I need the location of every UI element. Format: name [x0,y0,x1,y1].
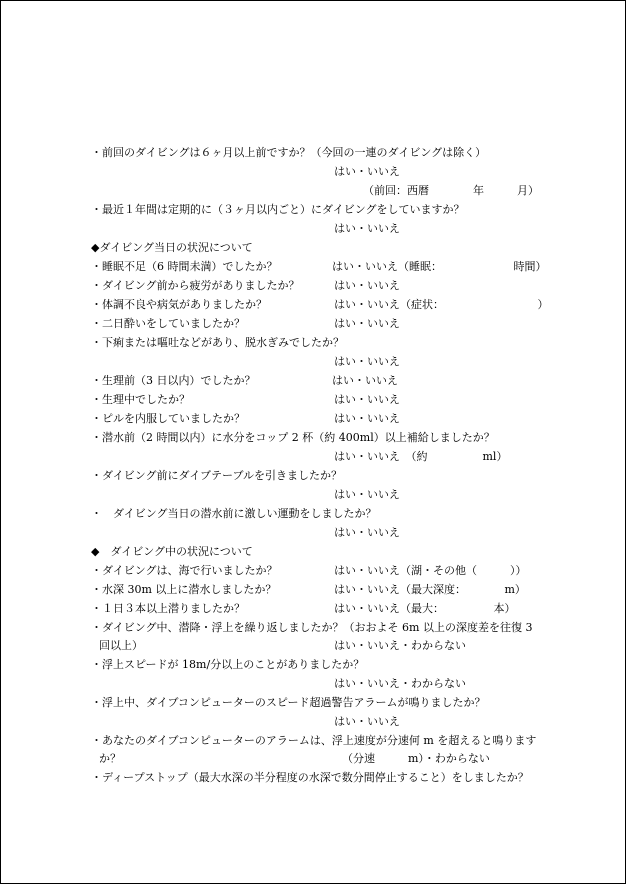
answer-menstrual: はい・いいえ [334,393,400,406]
question-speed-alarm: ・浮上中、ダイブコンピューターのスピード超過警告アラームが鳴りましたか？ [91,696,486,709]
question-sea: ・ダイビングは、海で行いましたか？ [91,564,278,577]
answer-illness: はい・いいえ（症状： ） [334,298,549,311]
answer-ascent-speed: はい・いいえ・わからない [334,677,466,690]
question-fatigue: ・ダイビング前から疲労がありましたか？ [91,279,300,292]
answer-sea: はい・いいえ（湖・その他（ ）） [334,564,527,577]
answer-alarm-setting: （分速 m）・わからない [342,752,490,765]
answer-regular-diving: はい・いいえ [334,222,400,235]
question-sleep: ・睡眠不足（6 時間未満）でしたか？ [91,260,278,273]
answer-dehydration: はい・いいえ [334,355,400,368]
question-exercise: ・ ダイビング当日の潜水前に激しい運動をしましたか？ [91,507,377,520]
question-yoyo-line-1: ・ダイビング中、潜降・浮上を繰り返しましたか？（おおよそ 6m 以上の深度差を往復 3 [91,621,533,634]
question-alarm-setting-line-1: ・あなたのダイブコンピューターのアラームは、浮上速度が分速何 m を超えると鳴ります [91,734,537,747]
answer-previous-dive-date: （前回：西暦 年 月） [363,184,539,197]
answer-depth-30m: はい・いいえ（最大深度： m） [334,583,526,596]
question-regular-diving: ・最近１年間は定期的に（３ヶ月以内ごと）にダイビングをしていますか？ [91,203,465,216]
question-pill: ・ピルを内服していましたか？ [91,412,245,425]
answer-premenstrual: はい・いいえ [332,374,398,387]
answer-hangover: はい・いいえ [334,317,400,330]
question-depth-30m: ・水深 30m 以上に潜水しましたか？ [91,583,277,596]
answer-three-dives: はい・いいえ（最大： 本） [334,602,516,615]
answer-pill: はい・いいえ [334,412,400,425]
question-alarm-setting-line-2: か？ [99,752,121,765]
question-ascent-speed: ・浮上スピードが 18m/分以上のことがありましたか？ [91,658,365,671]
answer-water-intake: はい・いいえ （約 ml） [334,450,508,463]
question-previous-dive: ・前回のダイビングは６ヶ月以上前ですか？（今回の一連のダイビングは除く） [91,146,487,159]
answer-yoyo: はい・いいえ・わからない [334,639,466,652]
section-heading-dive-day: ◆ダイビング当日の状況について [91,241,253,254]
question-deep-stop: ・ディープストップ（最大水深の半分程度の水深で数分間停止すること）をしましたか？ [91,771,529,784]
section-heading-during-dive: ◆ ダイビング中の状況について [91,545,253,558]
answer-previous-dive: はい・いいえ [334,165,400,178]
question-water-intake: ・潜水前（2 時間以内）に水分をコップ 2 杯（約 400ml）以上補給しましたか？ [91,431,495,444]
question-hangover: ・二日酔いをしていましたか？ [91,317,245,330]
answer-sleep: はい・いいえ（睡眠： 時間） [332,260,547,273]
answer-dive-table: はい・いいえ [334,488,400,501]
answer-fatigue: はい・いいえ [334,279,400,292]
question-dive-table: ・ダイビング前にダイブテーブルを引きましたか？ [91,469,343,482]
answer-exercise: はい・いいえ [334,526,400,539]
question-menstrual: ・生理中でしたか？ [91,393,190,406]
question-premenstrual: ・生理前（3 日以内）でしたか？ [91,374,256,387]
question-three-dives: ・１日３本以上潜りましたか？ [91,602,245,615]
question-dehydration: ・下痢または嘔吐などがあり、脱水ぎみでしたか？ [91,336,344,349]
question-yoyo-line-2: 回以上） [99,639,143,652]
question-illness: ・体調不良や病気がありましたか？ [91,298,267,311]
answer-speed-alarm: はい・いいえ [334,715,400,728]
